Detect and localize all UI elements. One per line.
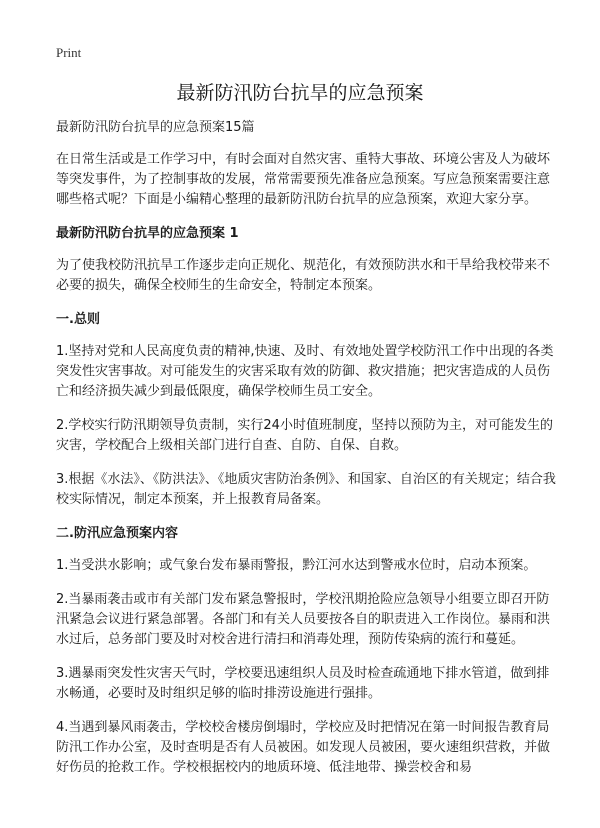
general-heading: 一.总则 (56, 312, 100, 327)
content-item-4: 4.当遇到暴风雨袭击，学校校舍楼房倒塌时，学校应及时把情况在第一时间报告教育局防汛工作办公室，及时查明是否有人员被困。如发现人员被困，要火速组织营救，并做好伤员的抢救工作。学校根据校内的地质环境、低洼地带、操尝校舍和易 (56, 720, 551, 775)
document-title: 最新防汛防台抗旱的应急预案 (176, 82, 424, 104)
content-heading: 二.防汛应急预案内容 (56, 526, 178, 541)
general-item-2: 2.学校实行防汛期领导负责制，实行24小时值班制度，坚持以预防为主，对可能发生的灾害，学校配合上级相关部门进行自查、自防、自保、自救。 (56, 418, 553, 453)
document-subtitle: 最新防汛防台抗旱的应急预案15篇 (56, 120, 255, 135)
document-body (56, 118, 556, 792)
general-item-3: 3.根据《水法》、《防洪法》、《地质灾害防治条例》、和国家、自治区的有关规定；结合我校实际情况，制定本预案，并上报教育局备案。 (56, 472, 556, 507)
print-link[interactable]: Print (56, 45, 82, 60)
content-item-1: 1.当受洪水影响；或气象台发布暴雨警报，黔江河水达到警戒水位时，启动本预案。 (56, 558, 537, 573)
content-item-2: 2.当暴雨袭击或市有关部门发布紧急警报时，学校汛期抢险应急领导小组要立即召开防汛紧急会议进行紧急部署。各部门和有关人员要按各自的职责进入工作岗位。暴雨和洪水过后，总务部门要及时对校舍进行清扫和消毒处理，预防传染病的流行和蔓延。 (56, 592, 551, 647)
section-title: 最新防汛防台抗旱的应急预案 1 (56, 226, 239, 241)
purpose-paragraph: 为了使我校防汛抗旱工作逐步走向正规化、规范化，有效预防洪水和干旱给我校带来不必要的损失，确保全校师生的生命安全，特制定本预案。 (56, 258, 551, 293)
intro-paragraph: 在日常生活或是工作学习中，有时会面对自然灾害、重特大事故、环境公害及人为破坏等突发事件，为了控制事故的发展，常常需要预先准备应急预案。写应急预案需要注意哪些格式呢？下面是小编精心整理的最新防汛防台抗旱的应急预案，欢迎大家分享。 (56, 152, 551, 207)
general-item-1: 1.坚持对党和人民高度负责的精神,快速、及时、有效地处置学校防汛工作中出现的各类突发性灾害事故。对可能发生的灾害采取有效的防御、救灾措施；把灾害造成的人员伤亡和经济损失减少到最低限度，确保学校师生员工安全。 (56, 344, 554, 399)
content-item-3: 3.遇暴雨突发性灾害天气时，学校要迅速组织人员及时检查疏通地下排水管道，做到排水畅通，必要时及时组织足够的临时排涝设施进行强排。 (56, 666, 550, 701)
